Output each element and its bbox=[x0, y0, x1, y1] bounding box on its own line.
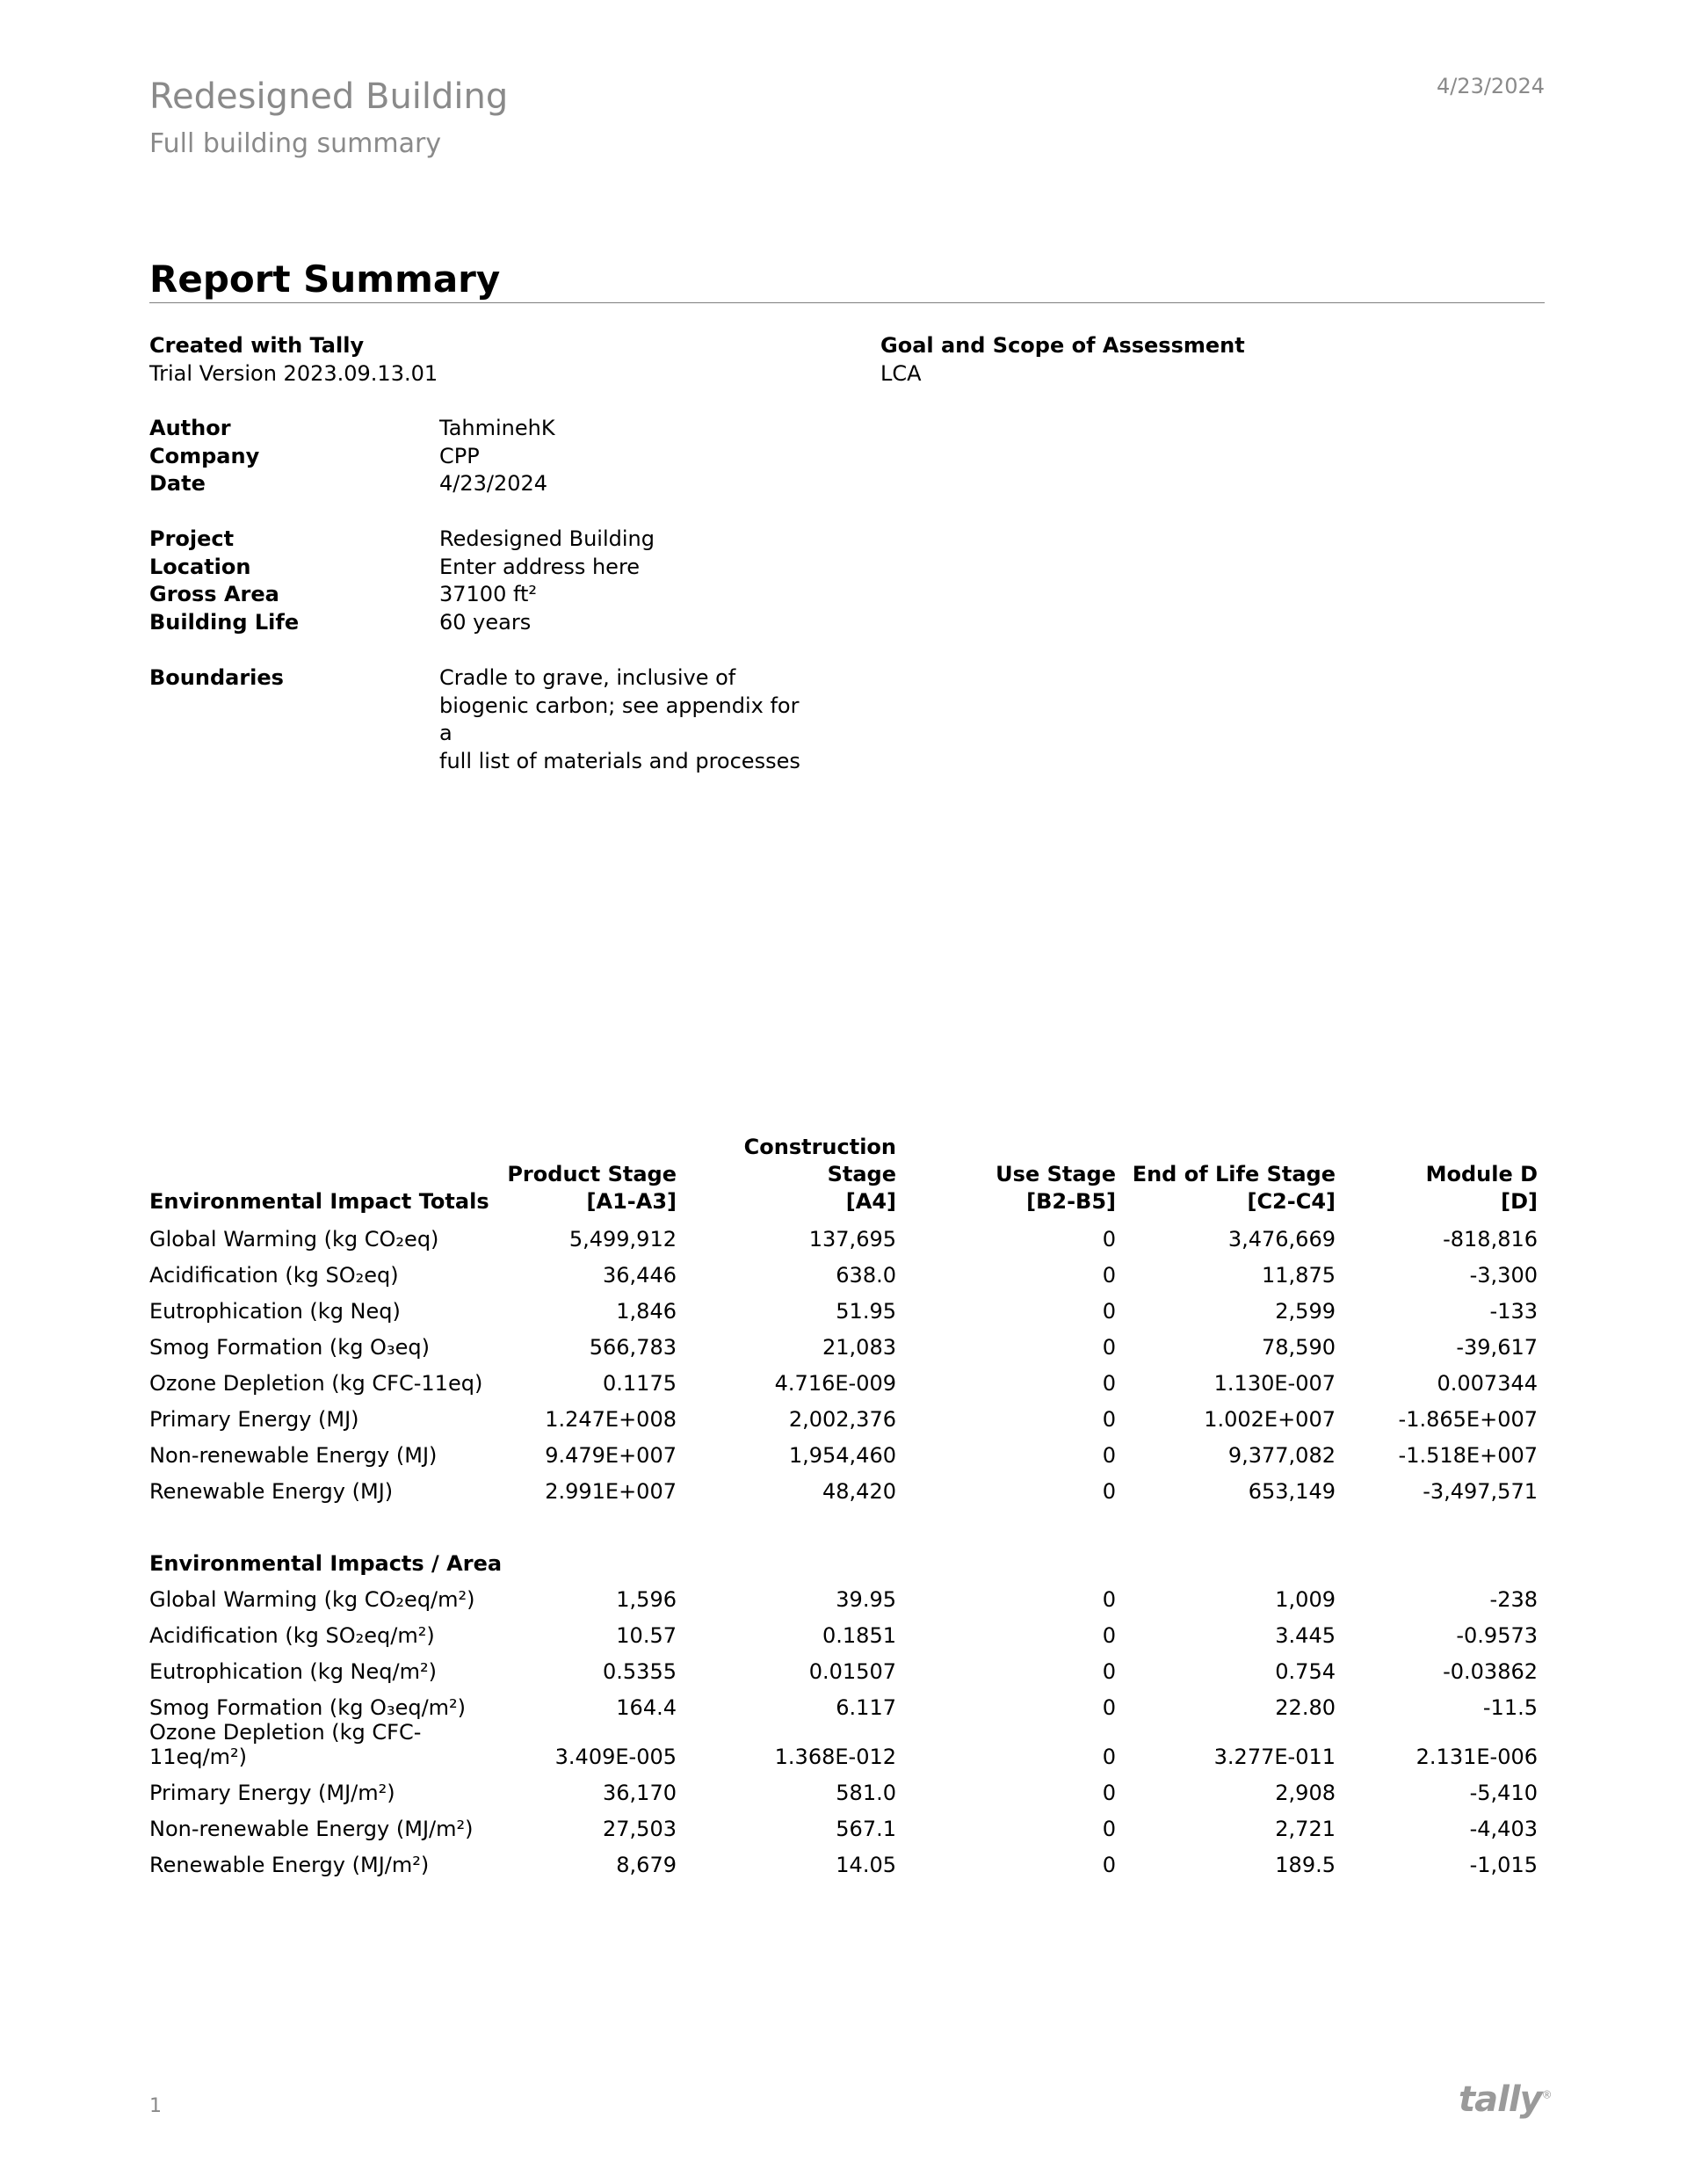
table-cell: 653,149 bbox=[1248, 1479, 1336, 1504]
table-row bbox=[149, 1805, 1538, 1841]
row-label: Global Warming (kg CO₂eq/m²) bbox=[149, 1587, 475, 1612]
info-label: Location bbox=[149, 554, 251, 579]
info-value: Redesigned Building bbox=[439, 526, 655, 551]
info-value: TahminehK bbox=[439, 416, 555, 440]
table-row bbox=[149, 1215, 1538, 1252]
created-with-block bbox=[149, 332, 438, 388]
table-cell: 21,083 bbox=[822, 1335, 896, 1360]
info-row bbox=[149, 664, 808, 775]
project-info bbox=[149, 526, 808, 636]
row-label: Smog Formation (kg O₃eq/m²) bbox=[149, 1695, 467, 1720]
row-label: Ozone Depletion (kg CFC-11eq/m²) bbox=[149, 1720, 422, 1769]
boundaries-value bbox=[439, 664, 808, 775]
table-cell: 39.95 bbox=[836, 1587, 896, 1612]
table-cell: 48,420 bbox=[822, 1479, 896, 1504]
table-row bbox=[149, 1324, 1538, 1360]
section-title: Report Summary bbox=[149, 258, 501, 301]
table-cell: -1.865E+007 bbox=[1398, 1407, 1538, 1432]
tally-logo bbox=[1459, 2079, 1552, 2120]
table-cell: 2,721 bbox=[1275, 1817, 1336, 1841]
boundaries-line: Cradle to grave, inclusive of bbox=[439, 665, 736, 690]
table-cell: 9,377,082 bbox=[1227, 1443, 1336, 1468]
table-cell: -1.518E+007 bbox=[1398, 1443, 1538, 1468]
table-cell: 1.130E-007 bbox=[1213, 1371, 1336, 1396]
table-cell: -3,497,571 bbox=[1423, 1479, 1538, 1504]
table-cell: 0 bbox=[1102, 1263, 1116, 1288]
table-cell: 3.445 bbox=[1275, 1623, 1336, 1648]
table-row bbox=[149, 1720, 1538, 1769]
row-label: Ozone Depletion (kg CFC-11eq) bbox=[149, 1371, 483, 1396]
row-label: Non-renewable Energy (MJ) bbox=[149, 1443, 438, 1468]
table-cell: 22.80 bbox=[1275, 1695, 1336, 1720]
table-row bbox=[149, 1648, 1538, 1684]
goal-scope-block bbox=[880, 332, 1245, 388]
logo-text: tally bbox=[1459, 2079, 1542, 2120]
row-label: Renewable Energy (MJ/m²) bbox=[149, 1853, 430, 1877]
row-label: Primary Energy (MJ/m²) bbox=[149, 1781, 395, 1805]
table-cell: 137,695 bbox=[808, 1227, 896, 1252]
table-cell: 0 bbox=[1102, 1853, 1116, 1877]
area-heading: Environmental Impacts / Area bbox=[149, 1551, 503, 1576]
table-cell: 0 bbox=[1102, 1299, 1116, 1324]
info-label: Date bbox=[149, 471, 206, 497]
table-cell: 1,846 bbox=[616, 1299, 677, 1324]
info-value: 37100 ft² bbox=[439, 582, 538, 607]
row-label: Primary Energy (MJ) bbox=[149, 1407, 359, 1432]
table-cell: 0 bbox=[1102, 1371, 1116, 1396]
table-cell: 1,596 bbox=[616, 1587, 677, 1612]
table-cell: -3,300 bbox=[1469, 1263, 1538, 1288]
table-cell: -818,816 bbox=[1443, 1227, 1538, 1252]
boundaries-label: Boundaries bbox=[149, 665, 284, 690]
table-cell: 566,783 bbox=[589, 1335, 677, 1360]
table-cell: 0 bbox=[1102, 1623, 1116, 1648]
info-label: Gross Area bbox=[149, 582, 279, 607]
table-cell: 1,954,460 bbox=[788, 1443, 896, 1468]
table-row bbox=[149, 1612, 1538, 1648]
table-cell: 11,875 bbox=[1262, 1263, 1336, 1288]
goal-scope-value: LCA bbox=[880, 360, 922, 386]
table-cell: 567.1 bbox=[836, 1817, 896, 1841]
info-value: Enter address here bbox=[439, 554, 641, 579]
table-cell: 0 bbox=[1102, 1817, 1116, 1841]
section-divider bbox=[149, 302, 1545, 303]
table-header-row bbox=[149, 1134, 1538, 1215]
table-cell: 0 bbox=[1102, 1659, 1116, 1684]
totals-body bbox=[149, 1215, 1538, 1504]
row-label: Eutrophication (kg Neq/m²) bbox=[149, 1659, 437, 1684]
info-label: Author bbox=[149, 416, 231, 440]
impacts-table bbox=[149, 1134, 1538, 1877]
row-label: Renewable Energy (MJ) bbox=[149, 1479, 394, 1504]
table-cell: 2,599 bbox=[1275, 1299, 1336, 1324]
row-label: Eutrophication (kg Neq) bbox=[149, 1299, 401, 1324]
table-row bbox=[149, 1432, 1538, 1468]
goal-scope-label: Goal and Scope of Assessment bbox=[880, 333, 1245, 358]
author-info bbox=[149, 415, 808, 498]
table-cell: 0 bbox=[1102, 1227, 1116, 1252]
table-cell: 2,002,376 bbox=[788, 1407, 896, 1432]
spacer-row bbox=[149, 1504, 1538, 1540]
table-cell: 36,446 bbox=[603, 1263, 677, 1288]
info-label: Company bbox=[149, 443, 260, 468]
column-header: End of Life Stage [C2-C4] bbox=[1132, 1162, 1336, 1214]
table-cell: 3.277E-011 bbox=[1213, 1745, 1336, 1769]
table-cell: 0.5355 bbox=[603, 1659, 677, 1684]
table-cell: 0.01507 bbox=[808, 1659, 896, 1684]
table-cell: 51.95 bbox=[836, 1299, 896, 1324]
info-row bbox=[149, 470, 808, 498]
info-row bbox=[149, 415, 808, 443]
table-row bbox=[149, 1769, 1538, 1805]
boundaries-line: full list of materials and processes bbox=[439, 748, 800, 773]
table-cell: 1.002E+007 bbox=[1204, 1407, 1336, 1432]
info-value: 4/23/2024 bbox=[439, 471, 548, 497]
table-cell: 6.117 bbox=[836, 1695, 896, 1720]
table-cell: 4.716E-009 bbox=[774, 1371, 896, 1396]
info-row bbox=[149, 581, 808, 609]
table-row bbox=[149, 1252, 1538, 1288]
table-cell: 1.247E+008 bbox=[545, 1407, 677, 1432]
column-header: Construction Stage [A4] bbox=[743, 1135, 896, 1214]
info-label: Building Life bbox=[149, 609, 300, 635]
table-cell: 0.007344 bbox=[1437, 1371, 1538, 1396]
table-cell: -0.9573 bbox=[1456, 1623, 1538, 1648]
table-cell: 36,170 bbox=[603, 1781, 677, 1805]
info-row bbox=[149, 554, 808, 582]
table-cell: 8,679 bbox=[616, 1853, 677, 1877]
area-section bbox=[149, 1504, 1538, 1576]
table-cell: 0 bbox=[1102, 1479, 1116, 1504]
boundaries-line: biogenic carbon; see appendix for a bbox=[439, 693, 800, 746]
table-cell: 0 bbox=[1102, 1781, 1116, 1805]
totals-heading: Environmental Impact Totals bbox=[149, 1189, 489, 1214]
table-cell: -0.03862 bbox=[1443, 1659, 1538, 1684]
row-label: Acidification (kg SO₂eq/m²) bbox=[149, 1623, 435, 1648]
document-subtitle: Full building summary bbox=[149, 128, 442, 159]
info-row bbox=[149, 609, 808, 637]
table-cell: 638.0 bbox=[836, 1263, 896, 1288]
table-cell: 0 bbox=[1102, 1745, 1116, 1769]
info-label: Project bbox=[149, 526, 235, 551]
column-header: Module D [D] bbox=[1425, 1162, 1538, 1214]
info-value: 60 years bbox=[439, 609, 532, 635]
table-cell: 0.1175 bbox=[603, 1371, 677, 1396]
column-header: Product Stage [A1-A3] bbox=[507, 1162, 677, 1214]
table-row bbox=[149, 1841, 1538, 1877]
table-cell: 78,590 bbox=[1262, 1335, 1336, 1360]
info-row bbox=[149, 443, 808, 471]
column-header: Use Stage [B2-B5] bbox=[996, 1162, 1116, 1214]
page-number: 1 bbox=[149, 2095, 162, 2117]
table-cell: -5,410 bbox=[1469, 1781, 1538, 1805]
table-cell: 5,499,912 bbox=[568, 1227, 677, 1252]
table-cell: 0 bbox=[1102, 1443, 1116, 1468]
document-title: Redesigned Building bbox=[149, 76, 509, 117]
table-cell: 9.479E+007 bbox=[545, 1443, 677, 1468]
table-cell: 14.05 bbox=[836, 1853, 896, 1877]
table-row bbox=[149, 1468, 1538, 1504]
registered-mark: ® bbox=[1541, 2088, 1552, 2101]
table-cell: 164.4 bbox=[616, 1695, 677, 1720]
area-body bbox=[149, 1576, 1538, 1877]
table-cell: 2.131E-006 bbox=[1415, 1745, 1538, 1769]
area-heading-row bbox=[149, 1540, 1538, 1576]
row-label: Acidification (kg SO₂eq) bbox=[149, 1263, 399, 1288]
table-cell: 581.0 bbox=[836, 1781, 896, 1805]
row-label: Global Warming (kg CO₂eq) bbox=[149, 1227, 439, 1252]
table-cell: -133 bbox=[1489, 1299, 1538, 1324]
table-cell: -11.5 bbox=[1482, 1695, 1538, 1720]
table-cell: 0 bbox=[1102, 1587, 1116, 1612]
table-cell: 0 bbox=[1102, 1695, 1116, 1720]
row-label: Smog Formation (kg O₃eq) bbox=[149, 1335, 430, 1360]
table-cell: 2,908 bbox=[1275, 1781, 1336, 1805]
info-value: CPP bbox=[439, 443, 480, 468]
table-cell: 189.5 bbox=[1275, 1853, 1336, 1877]
table-cell: -39,617 bbox=[1456, 1335, 1538, 1360]
header-date: 4/23/2024 bbox=[1436, 74, 1545, 98]
table-row bbox=[149, 1576, 1538, 1612]
table-cell: 0 bbox=[1102, 1335, 1116, 1360]
table-cell: 1,009 bbox=[1275, 1587, 1336, 1612]
table-cell: -238 bbox=[1489, 1587, 1538, 1612]
table-cell: 0 bbox=[1102, 1407, 1116, 1432]
table-cell: 27,503 bbox=[603, 1817, 677, 1841]
table-cell: 0.1851 bbox=[822, 1623, 896, 1648]
table-cell: -4,403 bbox=[1469, 1817, 1538, 1841]
table-row bbox=[149, 1684, 1538, 1720]
row-label: Non-renewable Energy (MJ/m²) bbox=[149, 1817, 474, 1841]
table-row bbox=[149, 1288, 1538, 1324]
created-with-label: Created with Tally bbox=[149, 333, 365, 358]
table-cell: 3,476,669 bbox=[1227, 1227, 1336, 1252]
table-cell: 2.991E+007 bbox=[545, 1479, 677, 1504]
boundaries-info bbox=[149, 664, 808, 775]
table-row bbox=[149, 1360, 1538, 1396]
table-cell: 0.754 bbox=[1275, 1659, 1336, 1684]
table-cell: 1.368E-012 bbox=[774, 1745, 896, 1769]
table-row bbox=[149, 1396, 1538, 1432]
table-cell: -1,015 bbox=[1469, 1853, 1538, 1877]
version-text: Trial Version 2023.09.13.01 bbox=[149, 360, 438, 386]
table-cell: 10.57 bbox=[616, 1623, 677, 1648]
table-cell: 3.409E-005 bbox=[554, 1745, 677, 1769]
info-row bbox=[149, 526, 808, 554]
